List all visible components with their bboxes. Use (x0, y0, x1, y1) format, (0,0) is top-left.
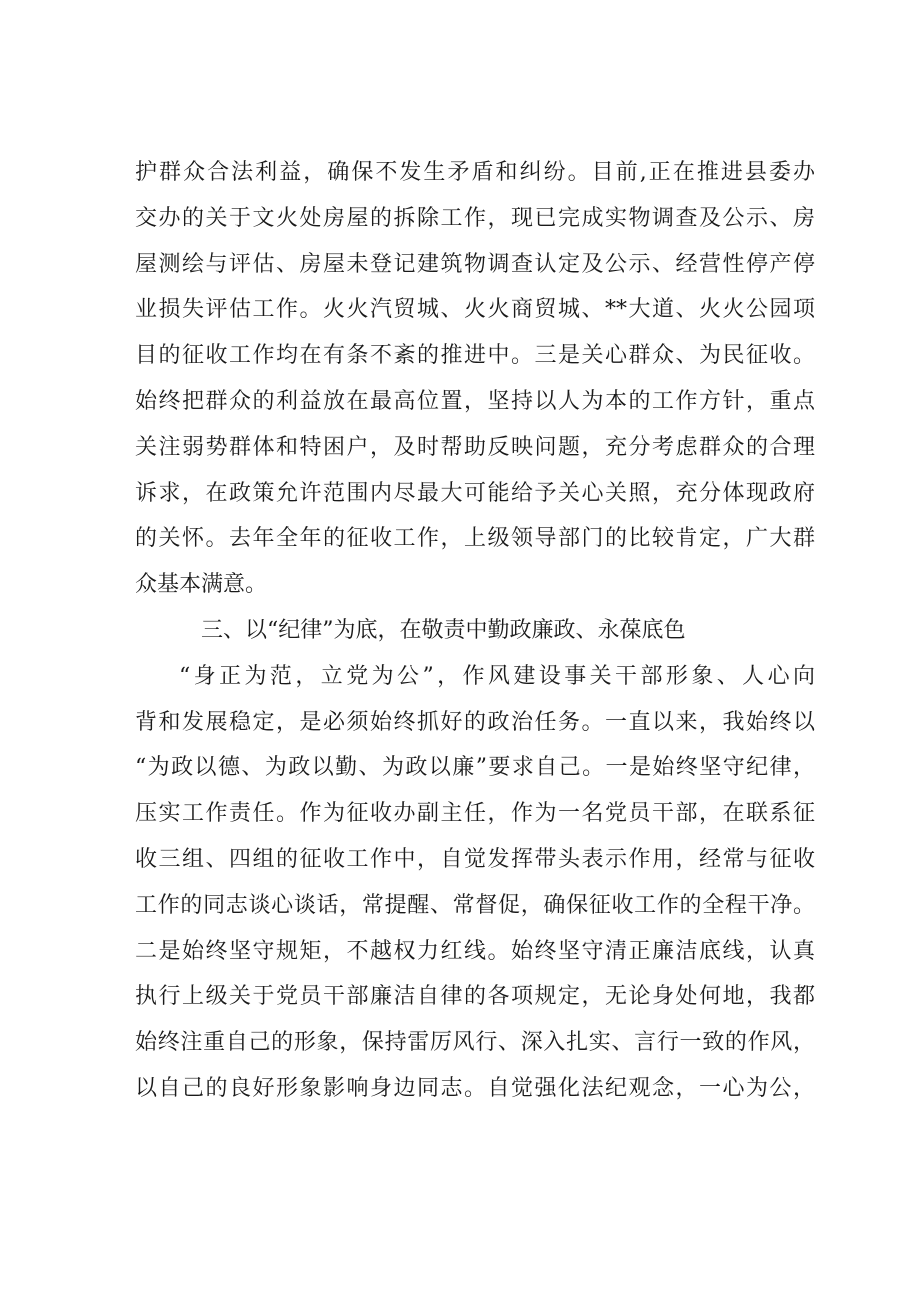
paragraph-line: 二是始终坚守规矩，不越权力红线。始终坚守清正廉洁底线，认真 (135, 938, 815, 964)
paragraph-line: 交办的关于文火处房屋的拆除工作，现已完成实物调查及公示、房 (135, 205, 815, 231)
paragraph-line: 压实工作责任。作为征收办副主任，作为一名党员干部，在联系征 (135, 801, 815, 827)
paragraph-line: 目的征收工作均在有条不紊的推进中。三是关心群众、为民征收。 (135, 343, 815, 369)
document-body (135, 150, 815, 1112)
paragraph-line: 工作的同志谈心谈话，常提醒、常督促，确保征收工作的全程干净。 (135, 892, 815, 918)
paragraph-line: 始终把群众的利益放在最高位置，坚持以人为本的工作方针，重点 (135, 388, 815, 414)
section-heading: 三、以“纪律”为底，在敬责中勤政廉政、永葆底色 (201, 617, 686, 643)
paragraph-line: 以自己的良好形象影响身边同志。自觉强化法纪观念，一心为公， (135, 1075, 815, 1101)
paragraph-line: 执行上级关于党员干部廉洁自律的各项规定，无论身处何地，我都 (135, 984, 815, 1010)
paragraph-line: 屋测绘与评估、房屋未登记建筑物调查认定及公示、经营性停产停 (135, 251, 815, 277)
paragraph-line: 诉求，在政策允许范围内尽最大可能给予关心关照，充分体现政府 (135, 480, 815, 506)
paragraph-line: 背和发展稳定，是必须始终抓好的政治任务。一直以来，我始终以 (135, 709, 815, 735)
paragraph-line: “为政以德、为政以勤、为政以廉”要求自己。一是始终坚守纪律， (135, 755, 815, 781)
paragraph-line: 众基本满意。 (135, 572, 268, 598)
paragraph-line: 的关怀。去年全年的征收工作，上级领导部门的比较肯定，广大群 (135, 526, 815, 552)
paragraph-line: 收三组、四组的征收工作中，自觉发挥带头表示作用，经常与征收 (135, 846, 815, 872)
paragraph-line: 始终注重自己的形象，保持雷厉风行、深入扎实、言行一致的作风， (135, 1030, 815, 1056)
paragraph-line: 业损失评估工作。火火汽贸城、火火商贸城、**大道、火火公园项 (135, 297, 815, 323)
paragraph-line: 关注弱势群体和特困户，及时帮助反映问题，充分考虑群众的合理 (135, 434, 815, 460)
paragraph-line: 护群众合法利益，确保不发生矛盾和纠纷。目前,正在推进县委办 (135, 160, 815, 185)
paragraph-line: “身正为范，立党为公”，作风建设事关干部形象、人心向 (179, 663, 815, 689)
